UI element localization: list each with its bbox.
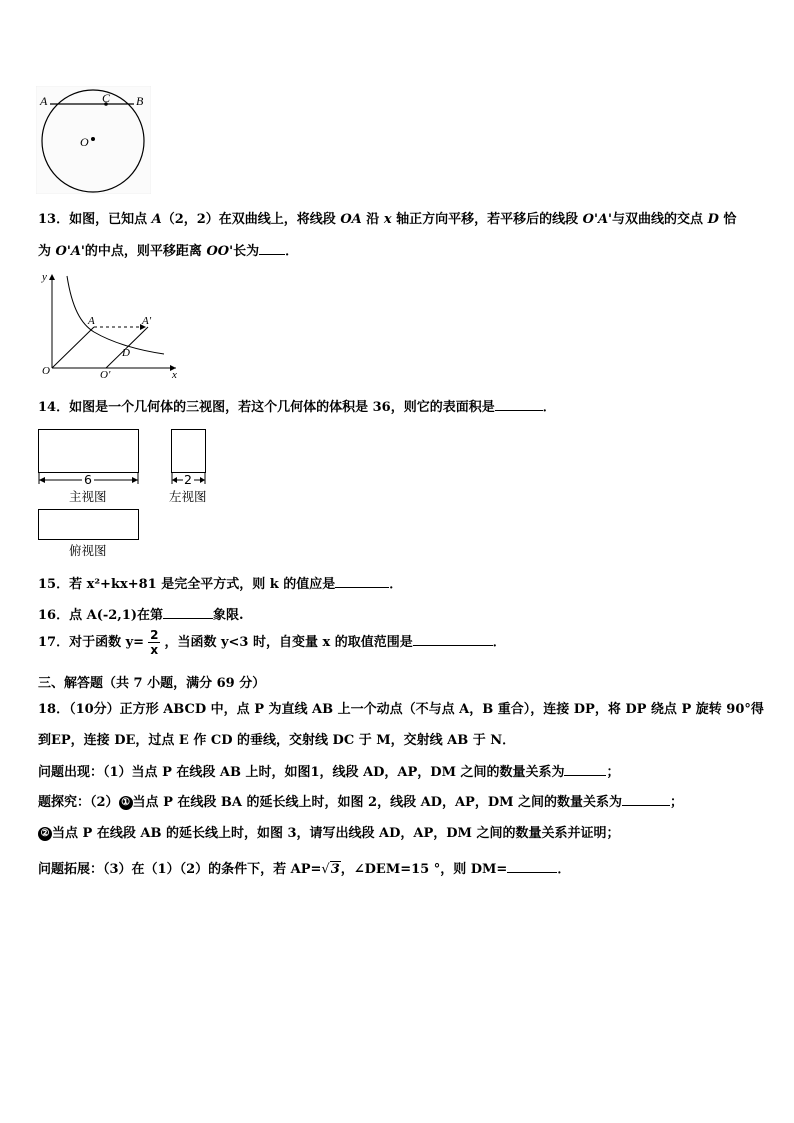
q18-line6: 问题拓展：（3）在（1）（2）的条件下，若 AP=√3，∠DEM=15 °，则 DM= ． (38, 862, 571, 877)
label-B: B (136, 94, 144, 108)
answer-blank[interactable] (413, 634, 493, 646)
label-x: x (172, 369, 177, 380)
q13-line2: 为 O'A'的中点，则平移距离 OO'长为 ． (38, 244, 299, 259)
q18-line2: 到EP，连接 DE，过点 E 作 CD 的垂线，交射线 DC 于 M，交射线 AB 于 N． (38, 733, 516, 748)
answer-blank[interactable] (259, 243, 285, 255)
q15-text: 15．若 x²+kx+81 是完全平方式，则 k 的值应是 ． (38, 577, 403, 592)
q13-line1: 13．如图，已知点 A（2，2）在双曲线上，将线段 OA 沿 x 轴正方向平移，若平移后的线段 O'A'与双曲线的交点 D 恰 (38, 212, 737, 227)
label-A-prime: A' (142, 315, 152, 327)
circle-figure (36, 86, 151, 194)
q18-line5: ② 当点 P 在线段 AB 的延长线上时，如图 3，请写出线段 AD，AP，DM 之间的数量关系并证明； (38, 822, 619, 841)
top-view-label: 俯视图 (69, 543, 107, 558)
left-dim: 2 (184, 472, 192, 487)
answer-blank[interactable] (564, 764, 606, 776)
circled-number-1: ① (119, 796, 133, 810)
q18-line4: 题探究：（2） ① 当点 P 在线段 BA 的延长线上时，如图 2，线段 AD，AP，DM 之间的数量关系为 ； (38, 795, 684, 810)
label-O: O (42, 365, 50, 377)
label-C: C (102, 91, 111, 105)
circled-number-2: ② (38, 827, 52, 841)
top-view-rect (38, 509, 139, 540)
answer-blank[interactable] (507, 861, 557, 873)
label-O-prime: O' (100, 369, 111, 380)
answer-blank[interactable] (495, 399, 543, 411)
front-view-rect (38, 429, 139, 473)
answer-blank[interactable] (163, 607, 213, 619)
section-title: 三、解答题（共 7 小题，满分 69 分） (38, 676, 266, 691)
q18-line3: 问题出现：（1）当点 P 在线段 AB 上时，如图1，线段 AD，AP，DM 之间的数量关系为 ； (38, 765, 620, 780)
q18-line1: 18．（10分）正方形 ABCD 中，点 P 为直线 AB 上一个动点（不与点 A，B 重合），连接 DP，将 DP 绕点 P 旋转 90°得 (38, 702, 764, 717)
sqrt-symbol: √ (321, 862, 330, 877)
front-view-label: 主视图 (69, 489, 107, 504)
left-view-rect (171, 429, 206, 473)
answer-blank[interactable] (335, 576, 389, 588)
q17-text: 17．对于函数 y= $\frac{2}{x}$ ，当函数 y<3 时，自变量 x 的取值范围是 ． (38, 628, 506, 657)
fraction: $\frac{2}{x}$ (150, 628, 159, 657)
hyperbola-figure (36, 268, 182, 380)
label-O: O (80, 135, 89, 149)
label-D: D (122, 347, 130, 359)
label-y: y (42, 271, 47, 283)
answer-blank[interactable] (622, 794, 670, 806)
front-dim: 6 (84, 472, 92, 487)
q16-text: 16．点 A(-2,1)在第 象限. (38, 608, 244, 623)
q14-text: 14．如图是一个几何体的三视图，若这个几何体的体积是 36，则它的表面积是 ． (38, 400, 556, 415)
label-A: A (40, 94, 48, 108)
left-view-label: 左视图 (169, 489, 207, 504)
label-A: A (88, 315, 95, 327)
